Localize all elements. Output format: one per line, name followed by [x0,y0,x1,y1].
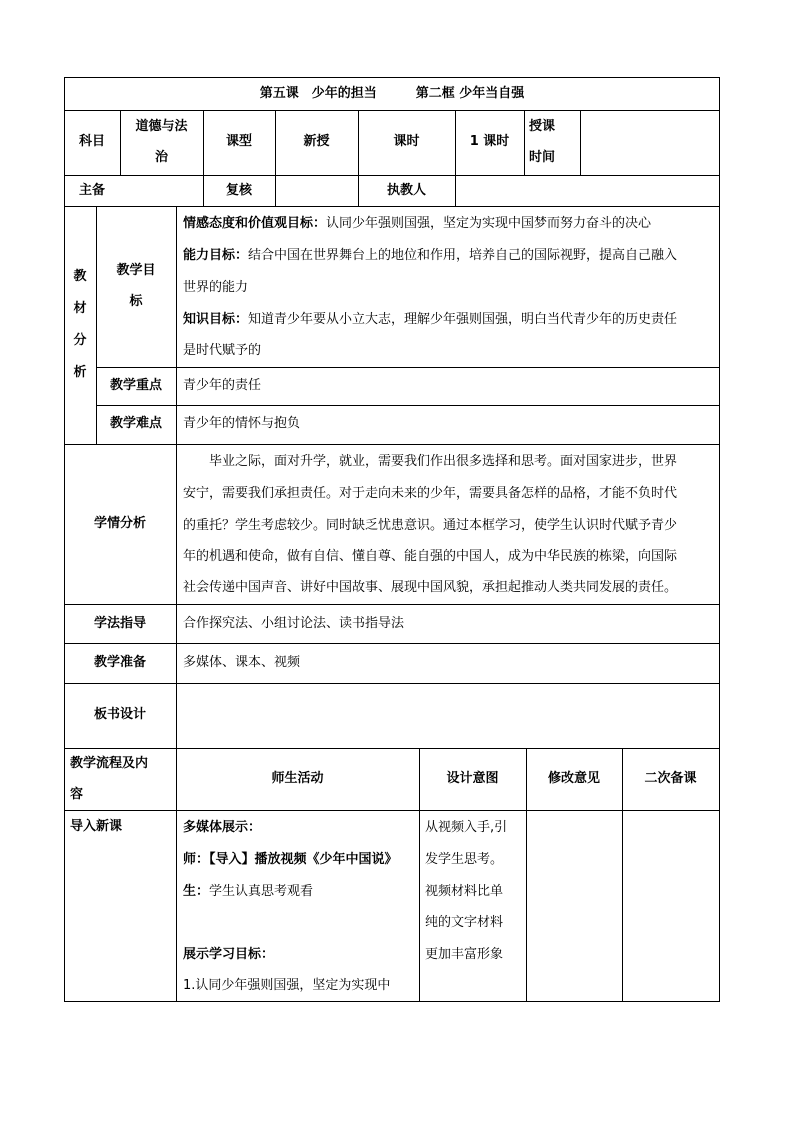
teacher-activity [183,844,398,876]
key-point-text: 青少年的责任 [183,378,262,393]
teaching-goals-label-line2: 标 [129,294,143,309]
goal-knowledge-cont: 是时代赋予的 [183,343,262,358]
intent-line: 发学生思考。 [425,852,504,867]
material-analysis-char: 分 [73,333,87,348]
preparer-label: 主备 [78,183,105,198]
learner-analysis-line: 的重托？学生考虑较少。同时缺乏忧患意识。通过本框学习，使学生认识时代赋予青少 [183,518,678,533]
flow-header-line1: 教学流程及内 [70,756,149,771]
student-activity [183,876,313,908]
lesson-type-label: 课型 [225,134,252,149]
board-design-label: 板书设计 [93,707,146,722]
prep-label: 教学准备 [93,655,146,670]
learner-analysis-line: 社会传递中国声音、讲好中国故事、展现中国风貌，承担起推动人类共同发展的责任。 [183,580,678,595]
show-goals-label: 展示学习目标： [183,947,275,962]
subject-value-line1: 道德与法 [135,119,188,134]
intent-header: 设计意图 [446,771,499,786]
goal-knowledge-label: 知识目标： [183,312,249,327]
hours-value: 1 课时 [469,134,510,149]
difficulty-label: 教学难点 [109,416,162,431]
student-text: 学生认真思考观看 [209,884,314,899]
method-text: 合作探究法、小组讨论法、读书指导法 [183,616,405,631]
review-label: 复核 [225,183,252,198]
goal-ability-text: 结合中国在世界舞台上的地位和作用，培养自己的国际视野，提高自己融入 [248,248,678,263]
intent-line: 视频材料比单 [425,884,504,899]
subject-label: 科目 [78,134,105,149]
intent-line: 更加丰富形象 [425,947,504,962]
teacher-text: 【导入】播放视频《少年中国说》 [209,852,398,867]
goal-ability-cont: 世界的能力 [183,280,249,295]
material-analysis-char: 析 [73,365,87,380]
flow-header-line2: 容 [70,787,84,802]
material-analysis-label [64,261,96,389]
class-time-label-line2: 时间 [529,150,556,165]
learner-analysis-label: 学情分析 [93,516,146,531]
goal-knowledge [183,304,677,336]
goal-emotion-label: 情感态度和价值观目标： [183,216,327,231]
learner-analysis-line: 安宁，需要我们承担责任。对于走向未来的少年，需要具备怎样的品格，才能不负时代 [183,486,678,501]
subject-value-line2: 治 [154,150,168,165]
method-label: 学法指导 [93,616,146,631]
material-analysis-char: 教 [73,269,87,284]
learner-analysis-line: 毕业之际，面对升学，就业，需要我们作出很多选择和思考。面对国家进步，世界 [209,454,678,469]
media-display-label: 多媒体展示： [183,820,262,835]
intro-stage-label: 导入新课 [70,819,123,834]
revision-header: 修改意见 [547,771,600,786]
intent-line: 纯的文字材料 [425,915,504,930]
goal-emotion-text: 认同少年强则国强，坚定为实现中国梦而努力奋斗的决心 [326,216,652,231]
goal-knowledge-text: 知道青少年要从小立大志，理解少年强则国强，明白当代青少年的历史责任 [248,312,678,327]
second-prep-header: 二次备课 [644,771,697,786]
class-time-label-line1: 授课 [529,119,556,134]
hours-label: 课时 [393,134,420,149]
material-analysis-char: 材 [73,301,87,316]
student-prefix: 生： [183,884,210,899]
prep-text: 多媒体、课本、视频 [183,655,301,670]
goal-emotion [183,208,651,240]
teacher-prefix: 师： [183,852,210,867]
difficulty-text: 青少年的情怀与抱负 [183,416,301,431]
intent-line: 从视频入手,引 [425,820,508,835]
learner-analysis-line: 年的机遇和使命，做有自信、懂自尊、能自强的中国人，成为中华民族的栋梁，向国际 [183,549,678,564]
key-point-label: 教学重点 [109,378,162,393]
goal-ability [183,240,677,272]
page-title: 第五课 少年的担当 第二框 少年当自强 [259,86,525,101]
goal-item-1: 1.认同少年强则国强，坚定为实现中 [183,978,391,993]
teaching-goals-label-line1: 教学目 [116,263,156,278]
activity-header: 师生活动 [271,771,324,786]
goal-ability-label: 能力目标： [183,248,249,263]
teacher-label: 执教人 [386,183,426,198]
lesson-type-value: 新授 [303,134,330,149]
